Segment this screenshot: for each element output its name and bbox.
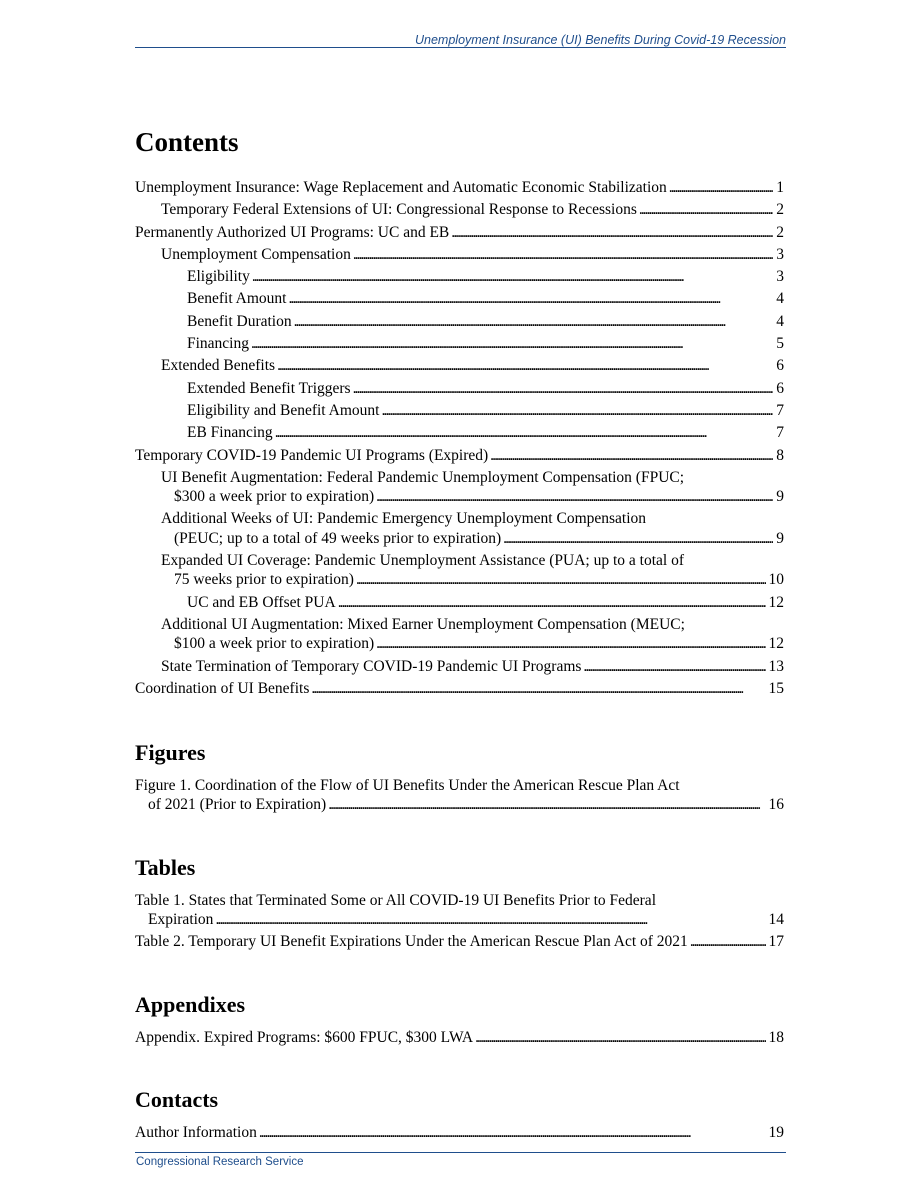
toc-entry[interactable] [135,312,784,331]
dot-leader [252,268,682,285]
toc-entry[interactable] [135,267,784,286]
toc-entry-page: 6 [773,356,784,375]
toc-entry[interactable] [135,178,784,197]
toc-entry[interactable] [135,593,784,612]
appendixes-section [135,990,784,1047]
tables-section [135,853,784,952]
toc-entry[interactable] [135,468,784,507]
toc-entry-page: 6 [773,379,784,398]
contents-list [135,178,784,698]
dot-leader [251,335,681,352]
toc-entry-title: Expiration [148,911,214,929]
toc-entry-title: Temporary Federal Extensions of UI: Congressional Response to Recessions [161,201,637,219]
dot-leader [376,488,784,505]
toc-entry-page: 5 [773,334,784,353]
toc-entry-title: Unemployment Compensation [161,245,351,263]
toc-entry-title-first-line: Table 1. States that Terminated Some or All COVID-19 UI Benefits Prior to Federal [135,891,656,909]
toc-entry-title: Extended Benefits [161,357,276,375]
toc-entry-page: 2 [773,200,784,219]
contents-section [135,124,784,698]
toc-entry-title: Temporary COVID-19 Pandemic UI Programs (Expired) [135,446,489,464]
toc-entry[interactable] [135,776,784,815]
toc-entry[interactable] [135,423,784,442]
toc-entry[interactable] [135,245,784,264]
toc-entry[interactable] [135,615,784,654]
footer-rule [135,1152,786,1153]
toc-entry-page: 1 [773,178,784,197]
toc-entry-title-first-line: Additional UI Augmentation: Mixed Earner Unemployment Compensation (MEUC; [161,615,685,633]
toc-entry-page: 15 [766,679,785,698]
dot-leader [353,246,783,263]
toc-entry-page: 8 [773,446,784,465]
toc-entry[interactable] [135,891,784,930]
toc-entry-title: Eligibility [187,268,250,286]
appendixes-list [135,1028,784,1047]
toc-entry-title: Appendix. Expired Programs: $600 FPUC, $300 LWA [135,1028,474,1046]
dot-leader [311,680,741,697]
toc-entry-title-first-line: Additional Weeks of UI: Pandemic Emergency Unemployment Compensation [161,510,647,528]
footer-publisher: Congressional Research Service [136,1156,304,1168]
running-head: Unemployment Insurance (UI) Benefits During Covid-19 Recession [415,33,786,47]
toc-entry-title-first-line: Figure 1. Coordination of the Flow of UI Benefits Under the American Rescue Plan Act [135,777,680,795]
toc-entry-page: 4 [773,312,784,331]
toc-entry-title: $300 a week prior to expiration) [174,488,375,506]
dot-leader [328,796,758,813]
toc-entry[interactable] [135,289,784,308]
toc-entry[interactable] [135,657,784,676]
appendixes-title: Appendixes [135,991,246,1017]
toc-entry[interactable] [135,200,784,219]
dot-leader [475,1029,784,1046]
contents-title: Contents [135,127,239,157]
dot-leader [294,313,724,330]
toc-entry-title: Permanently Authorized UI Programs: UC and EB [135,223,450,241]
toc-entry[interactable] [135,379,784,398]
toc-entry-page: 7 [773,401,784,420]
header-rule [135,47,786,48]
toc-entry-title: Benefit Amount [187,290,287,308]
toc-entry-page: 4 [773,289,784,308]
toc-entry-page: 2 [773,223,784,242]
dot-leader [259,1124,689,1141]
table-of-contents [135,124,784,1180]
toc-entry-page: 18 [766,1028,785,1047]
toc-entry-title: $100 a week prior to expiration) [174,635,375,653]
contacts-title: Contacts [135,1086,219,1112]
toc-entry-title: UC and EB Offset PUA [187,593,336,611]
toc-entry-page: 12 [766,634,785,653]
dot-leader [583,658,784,675]
toc-entry-page: 9 [773,529,784,548]
toc-entry-title: of 2021 (Prior to Expiration) [148,796,327,814]
toc-entry-title: Unemployment Insurance: Wage Replacement and Automatic Economic Stabilization [135,179,667,196]
toc-entry-title: Extended Benefit Triggers [187,379,351,397]
contacts-list [135,1123,784,1142]
dot-leader [356,571,784,588]
toc-entry-page: 13 [766,657,785,676]
toc-entry-title: Eligibility and Benefit Amount [187,401,380,419]
toc-entry[interactable] [135,356,784,375]
toc-entry-title: 75 weeks prior to expiration) [174,571,354,589]
dot-leader [451,224,784,241]
toc-entry-title-first-line: UI Benefit Augmentation: Federal Pandemic Unemployment Compensation (FPUC; [161,468,685,486]
toc-entry-title: EB Financing [187,424,273,442]
dot-leader [669,179,784,196]
toc-entry[interactable] [135,446,784,465]
dot-leader [376,635,784,652]
toc-entry-title: (PEUC; up to a total of 49 weeks prior to expiration) [174,529,502,547]
dot-leader [353,380,783,397]
toc-entry-page: 3 [773,267,784,286]
toc-entry[interactable] [135,1028,784,1047]
toc-entry-page: 16 [766,795,785,814]
toc-entry-title: Coordination of UI Benefits [135,679,310,697]
toc-entry-page: 9 [773,487,784,506]
toc-entry-page: 7 [773,423,784,442]
figures-title: Figures [135,740,206,766]
toc-entry-title-first-line: Expanded UI Coverage: Pandemic Unemployment Assistance (PUA; up to a total of [161,552,685,570]
toc-entry[interactable] [135,551,784,590]
dot-leader [277,357,707,374]
dot-leader [381,402,784,419]
toc-entry-title: Benefit Duration [187,312,292,330]
toc-entry[interactable] [135,679,784,698]
toc-entry[interactable] [135,932,784,951]
figures-list [135,776,784,815]
dot-leader [338,594,768,611]
toc-entry-page: 10 [766,570,785,589]
dot-leader [490,447,784,464]
contacts-section [135,1085,784,1142]
figures-section [135,738,784,815]
toc-entry-page: 19 [766,1123,785,1142]
toc-entry-page: 12 [766,593,785,612]
toc-entry-page: 17 [766,932,785,951]
toc-entry-page: 14 [766,910,785,929]
toc-entry-title: Table 2. Temporary UI Benefit Expirations Under the American Rescue Plan Act of 2021 [135,933,688,951]
toc-entry[interactable] [135,1123,784,1142]
dot-leader [639,201,784,218]
toc-entry-title: State Termination of Temporary COVID-19 Pandemic UI Programs [161,657,582,675]
dot-leader [215,911,645,928]
dot-leader [288,290,718,307]
toc-entry[interactable] [135,334,784,353]
toc-entry-title: Author Information [135,1123,257,1141]
dot-leader [275,424,705,441]
toc-entry[interactable] [135,509,784,548]
toc-entry[interactable] [135,223,784,242]
toc-entry-page: 3 [773,245,784,264]
dot-leader [503,530,784,547]
toc-entry-title: Financing [187,335,249,353]
tables-title: Tables [135,854,196,880]
tables-list [135,891,784,952]
toc-entry[interactable] [135,401,784,420]
